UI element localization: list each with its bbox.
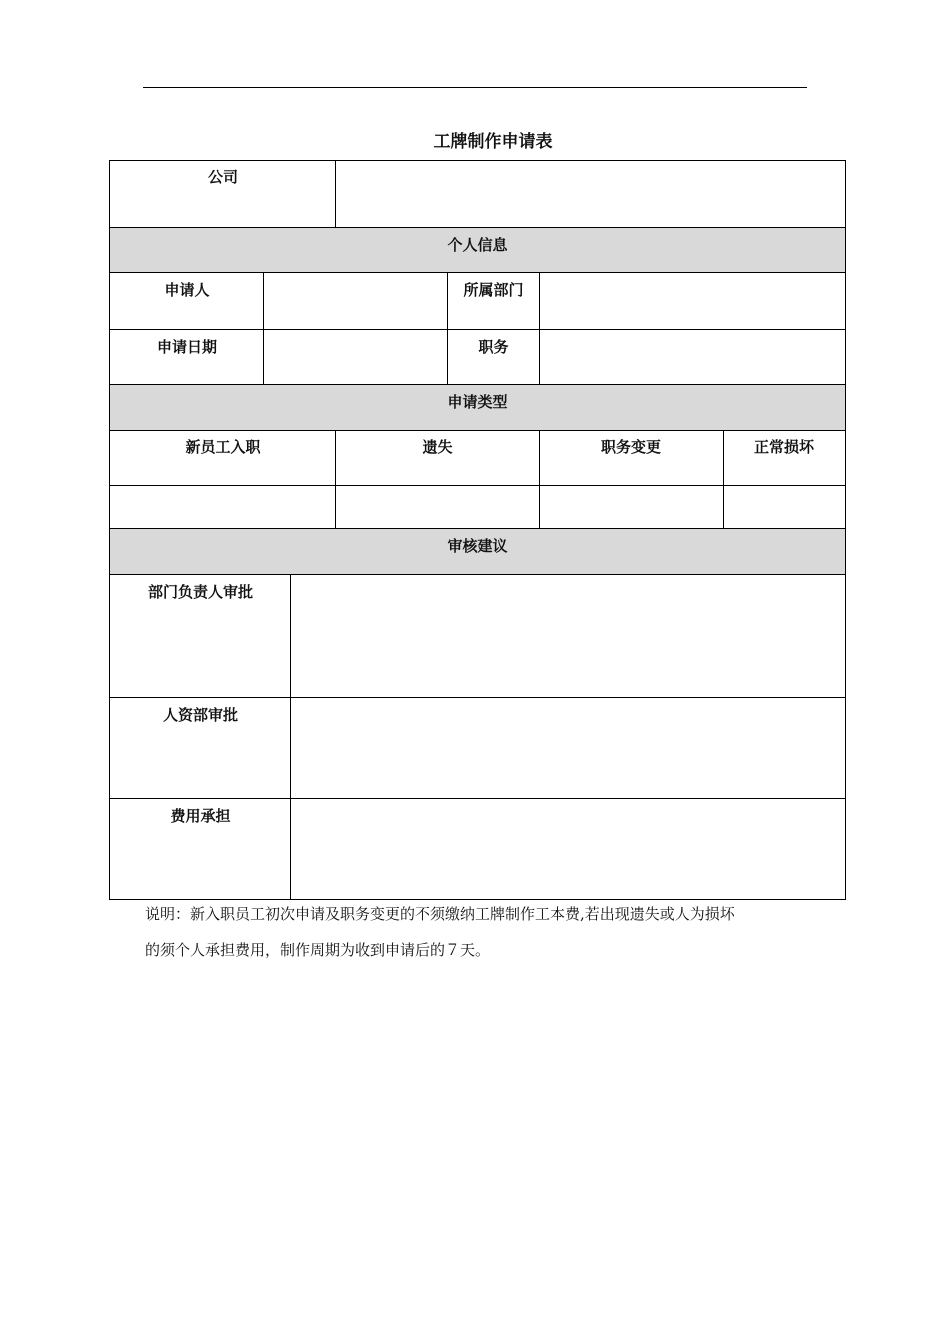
dept-head-approval-field[interactable]	[291, 575, 845, 697]
cost-bearing-field[interactable]	[291, 799, 845, 899]
grid-line	[335, 430, 336, 528]
dept-head-approval-label: 部门负责人审批	[147, 583, 253, 601]
cost-bearing-label: 费用承担	[170, 807, 231, 825]
grid-line	[109, 329, 846, 330]
apply-date-field[interactable]	[264, 330, 448, 385]
type-position-change: 职务变更	[600, 438, 661, 456]
section-apply-type: 申请类型	[110, 385, 845, 430]
grid-line	[335, 160, 336, 227]
grid-line	[539, 430, 540, 528]
grid-line	[263, 272, 264, 384]
type-normal-damage-field[interactable]	[723, 486, 845, 528]
grid-line	[109, 798, 846, 799]
section-review: 审核建议	[110, 529, 845, 574]
department-field[interactable]	[539, 273, 845, 329]
grid-line	[109, 430, 846, 431]
header-rule	[143, 87, 807, 88]
grid-line	[109, 574, 846, 575]
type-position-change-field[interactable]	[539, 486, 723, 528]
grid-line	[723, 430, 724, 528]
hr-approval-field[interactable]	[291, 698, 845, 798]
applicant-field[interactable]	[264, 273, 448, 329]
grid-line	[109, 384, 846, 385]
company-label: 公司	[207, 168, 238, 186]
apply-date-label: 申请日期	[156, 338, 217, 356]
type-lost-field[interactable]	[336, 486, 539, 528]
type-normal-damage: 正常损坏	[753, 438, 814, 456]
grid-line	[539, 272, 540, 384]
type-lost: 遗失	[422, 438, 453, 456]
position-label: 职务	[478, 338, 509, 356]
grid-line	[109, 272, 846, 273]
grid-line	[845, 160, 846, 900]
section-personal-info: 个人信息	[110, 228, 845, 272]
department-label: 所属部门	[463, 281, 524, 299]
grid-line	[109, 485, 846, 486]
position-field[interactable]	[539, 330, 845, 385]
grid-line	[109, 899, 846, 900]
grid-line	[109, 697, 846, 698]
company-field[interactable]	[336, 160, 845, 227]
grid-line	[290, 574, 291, 899]
applicant-label: 申请人	[164, 281, 210, 299]
grid-line	[109, 227, 846, 228]
form-title: 工牌制作申请表	[433, 132, 553, 152]
grid-line	[109, 528, 846, 529]
note-line-1: 说明：新入职员工初次申请及职务变更的不须缴纳工牌制作工本费,若出现遗失或人为损坏	[145, 905, 735, 923]
grid-line	[447, 272, 448, 384]
grid-line	[109, 160, 110, 900]
type-new-employee: 新员工入职	[185, 438, 261, 456]
grid-line	[109, 160, 846, 161]
note-line-2: 的须个人承担费用，制作周期为收到申请后的７天。	[145, 941, 491, 959]
hr-approval-label: 人资部审批	[162, 706, 238, 724]
type-new-employee-field[interactable]	[110, 486, 336, 528]
